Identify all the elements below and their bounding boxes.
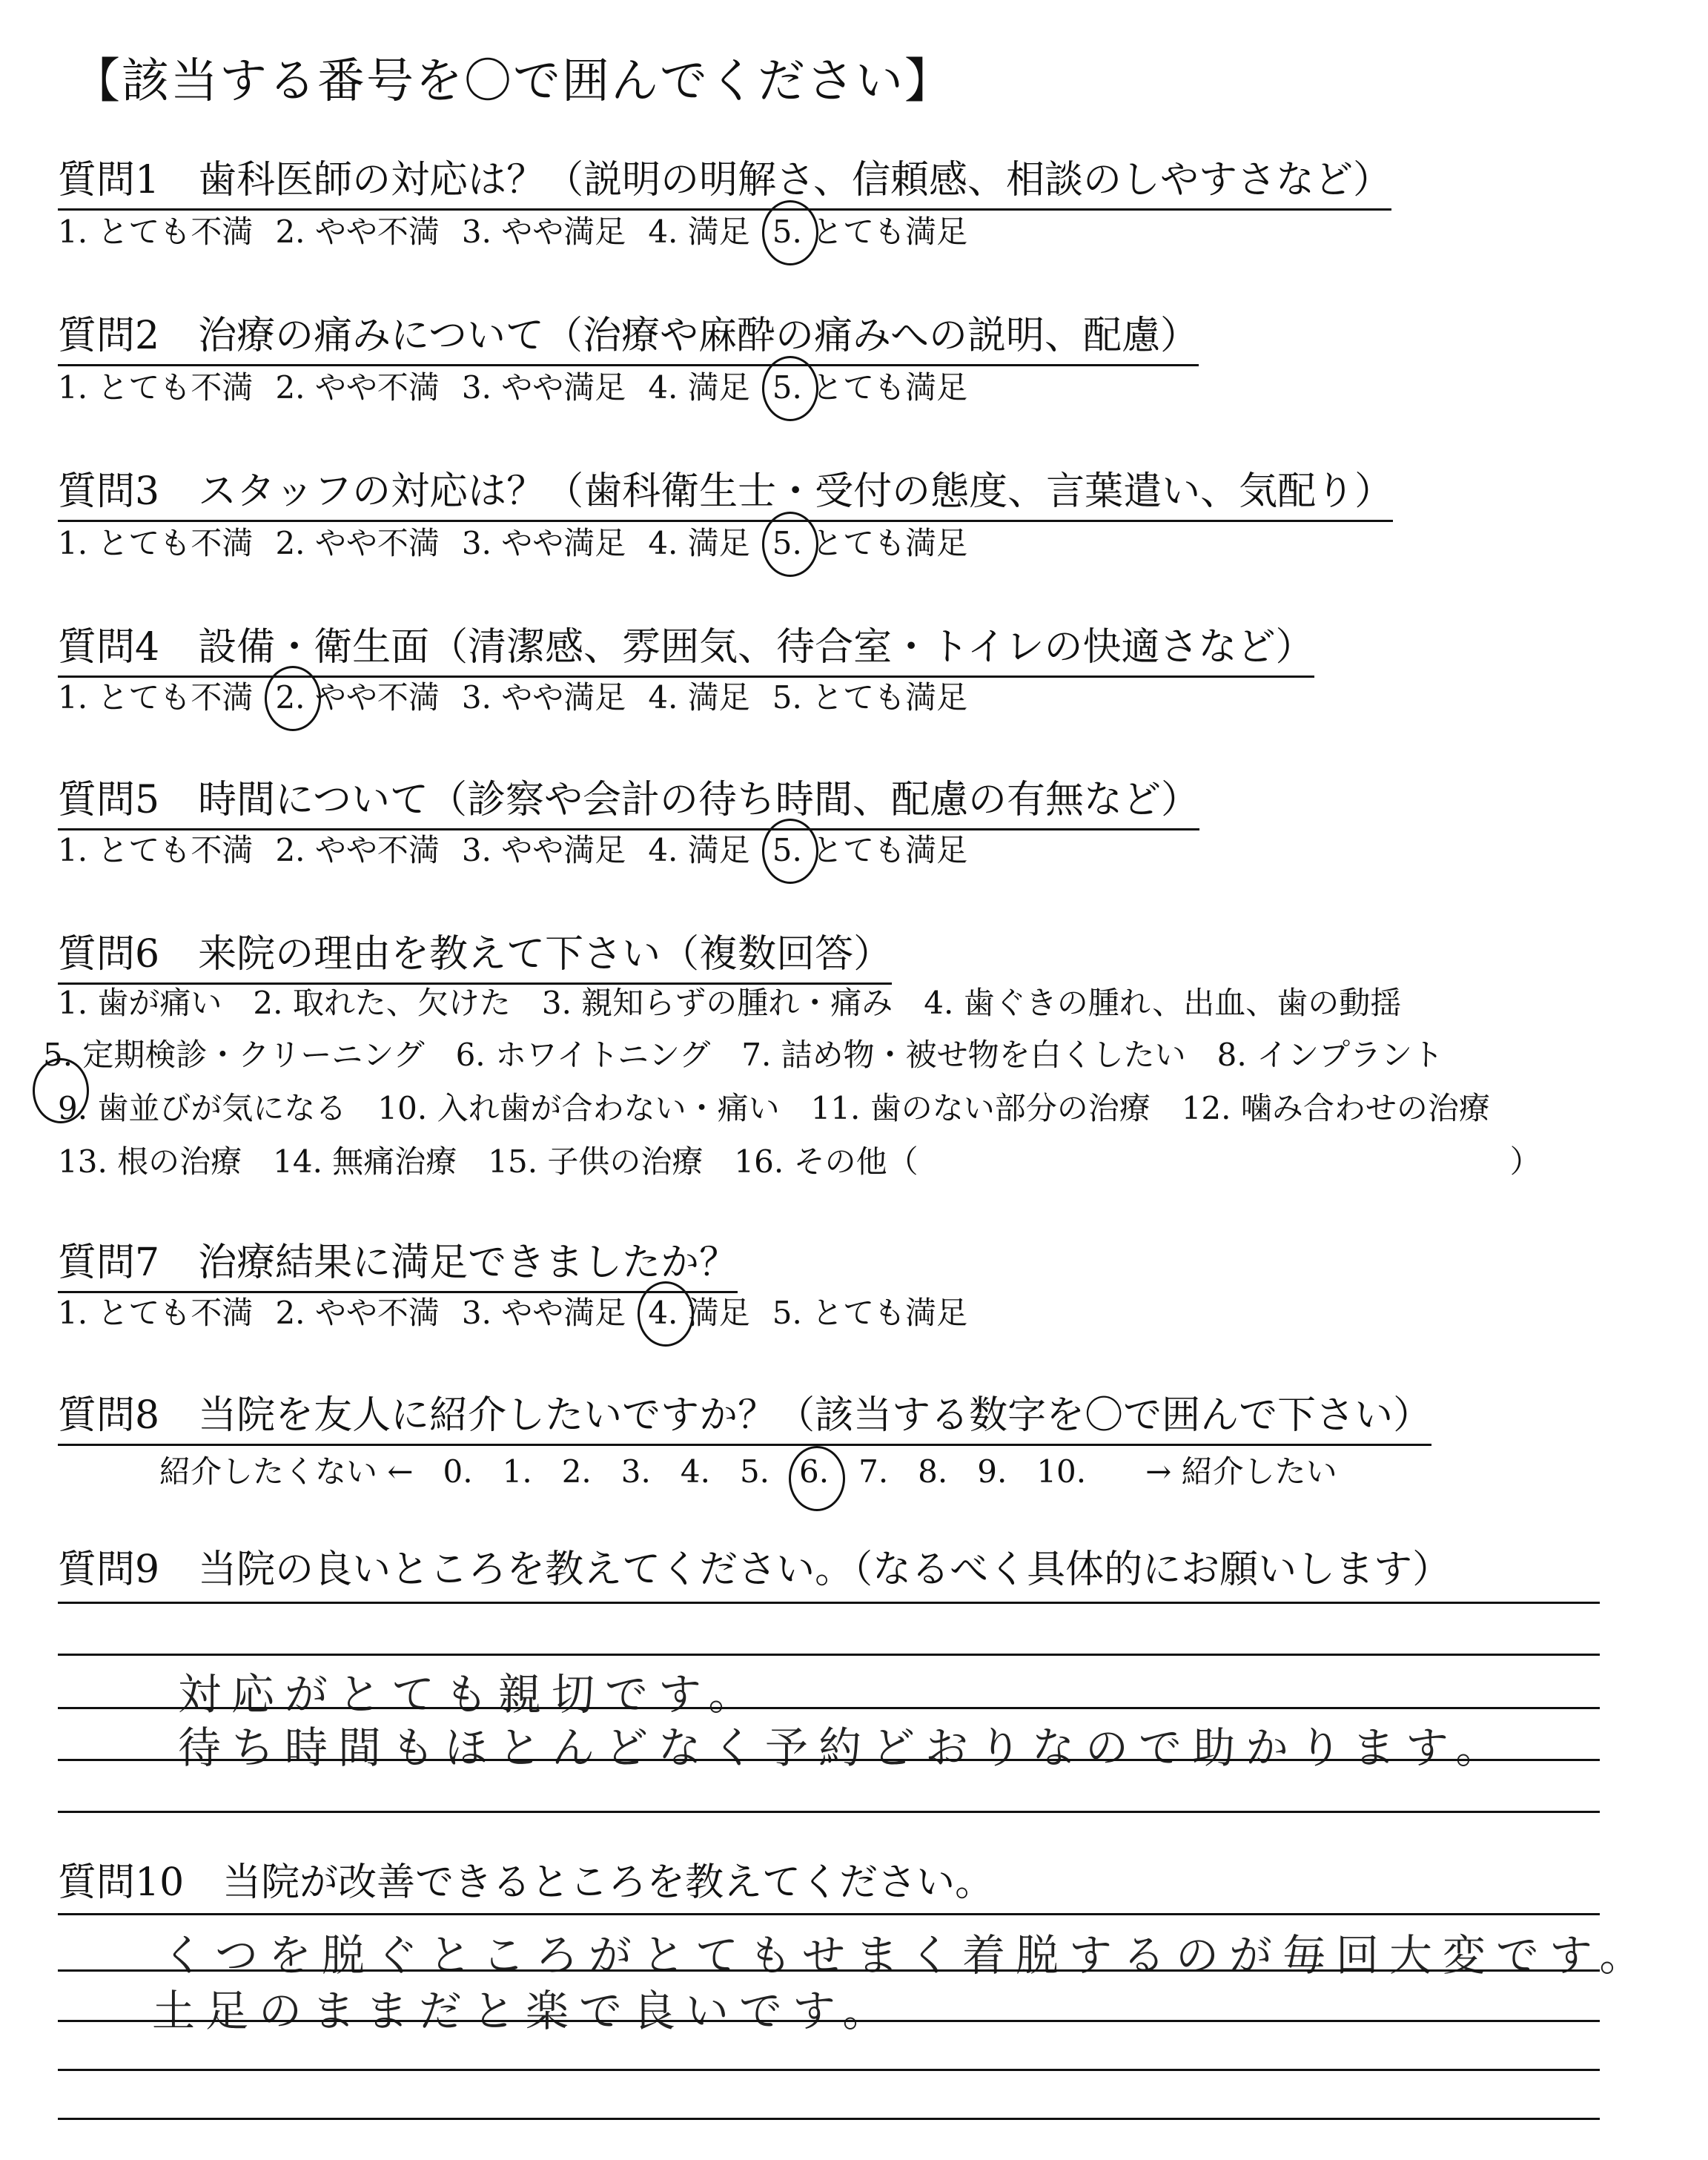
q9-rule-5 xyxy=(58,1811,1600,1813)
q7-options xyxy=(58,1289,990,1333)
q3-options xyxy=(58,519,990,564)
q2-option-5[interactable] xyxy=(772,363,967,408)
q1-option-5[interactable] xyxy=(772,208,967,252)
q4-option-4[interactable] xyxy=(648,673,749,718)
q7-option-number-3: 3. やや満足 xyxy=(461,1295,626,1331)
q1-option-number-2: 2. やや不満 xyxy=(275,214,440,250)
q3-option-3[interactable] xyxy=(462,519,626,564)
q5-option-3[interactable] xyxy=(462,826,626,871)
q3-option-number-3: 3. やや満足 xyxy=(461,525,626,561)
q5-options xyxy=(58,826,990,871)
q8-scale-2[interactable]: 2. xyxy=(561,1453,592,1490)
q4-option-number-3: 3. やや満足 xyxy=(461,679,626,716)
q1-option-number-5: 5. とても満足 xyxy=(772,208,967,252)
q2-option-1[interactable] xyxy=(58,363,253,408)
q2-option-3[interactable] xyxy=(462,363,626,408)
question-6: 質問6 来院の理由を教えて下さい（複数回答） xyxy=(58,922,892,985)
q7-option-2[interactable] xyxy=(275,1289,439,1333)
q1-option-number-4: 4. 満足 xyxy=(648,214,750,250)
q4-option-3[interactable] xyxy=(462,673,626,718)
q7-option-number-2: 2. やや不満 xyxy=(275,1295,440,1331)
q3-option-1[interactable] xyxy=(58,519,253,564)
q4-options xyxy=(58,673,990,718)
q9-rule-3 xyxy=(58,1707,1600,1709)
q4-option-5[interactable] xyxy=(772,673,967,718)
q7-option-number-4: 4. 満足 xyxy=(648,1289,749,1333)
q10-rule-4 xyxy=(58,2069,1600,2071)
q8-scale-6[interactable]: 6. xyxy=(799,1453,830,1490)
q6-row-2: 5. 定期検診・クリーニング 6. ホワイトニング 7. 詰め物・被せ物を白くしたい 8. インプラント xyxy=(43,1037,1444,1073)
q3-option-number-5: 5. とても満足 xyxy=(772,519,967,564)
q9-rule-1 xyxy=(58,1602,1600,1604)
question-7: 質問7 治療結果に満足できましたか？ xyxy=(58,1231,738,1293)
q8-scale-values xyxy=(443,1453,1116,1490)
q3-option-4[interactable] xyxy=(648,519,749,564)
q10-rule-5 xyxy=(58,2118,1600,2120)
q3-option-number-4: 4. 満足 xyxy=(648,525,750,561)
q8-scale-10[interactable]: 10. xyxy=(1036,1453,1087,1490)
question-3: 質問3 スタッフの対応は？（歯科衛生士・受付の態度、言葉遣い、気配り） xyxy=(58,460,1393,522)
q8-right-label: → 紹介したい xyxy=(1145,1453,1337,1490)
q2-option-number-5: 5. とても満足 xyxy=(772,363,967,408)
question-10: 質問10 当院が改善できるところを教えてください。 xyxy=(58,1860,994,1905)
q5-option-number-5: 5. とても満足 xyxy=(772,826,967,871)
q1-options xyxy=(58,208,990,252)
q1-option-4[interactable] xyxy=(648,208,749,252)
q6-row-1: 1. 歯が痛い 2. 取れた、欠けた 3. 親知らずの腫れ・痛み 4. 歯ぐきの腫れ、出血、歯の動揺 xyxy=(58,985,1402,1021)
q9-answer-line-2: 待ち時間もほとんどなく予約どおりなので助かります。 xyxy=(178,1723,1509,1773)
q5-option-5[interactable] xyxy=(772,826,967,871)
q2-option-2[interactable] xyxy=(275,363,439,408)
q8-scale-4[interactable]: 4. xyxy=(680,1453,710,1490)
question-4: 質問4 設備・衛生面（清潔感、雰囲気、待合室・トイレの快適さなど） xyxy=(58,615,1314,678)
q4-option-number-5: 5. とても満足 xyxy=(772,679,968,716)
q1-option-3[interactable] xyxy=(462,208,626,252)
q8-scale-8[interactable]: 8. xyxy=(918,1453,948,1490)
q1-option-1[interactable] xyxy=(58,208,253,252)
q4-option-number-4: 4. 満足 xyxy=(648,679,750,716)
q10-answer-line-1: くつを脱ぐところがとてもせまく着脱するのが毎回大変です。 xyxy=(162,1930,1653,1981)
question-5: 質問5 時間について（診察や会計の待ち時間、配慮の有無など） xyxy=(58,768,1199,830)
q8-scale xyxy=(159,1447,1367,1492)
q2-option-number-3: 3. やや満足 xyxy=(461,369,626,406)
q4-option-2[interactable] xyxy=(275,673,439,718)
q8-scale-3[interactable]: 3. xyxy=(620,1453,651,1490)
q7-option-3[interactable] xyxy=(462,1289,626,1333)
q5-option-1[interactable] xyxy=(58,826,253,871)
q9-answer-line-1: 対応がとても親切です。 xyxy=(178,1669,762,1720)
q2-option-4[interactable] xyxy=(648,363,749,408)
question-9: 質問9 当院の良いところを教えてください。（なるべく具体的にお願いします） xyxy=(58,1548,1452,1592)
q7-option-4[interactable] xyxy=(648,1289,749,1333)
q1-option-number-3: 3. やや満足 xyxy=(461,214,626,250)
q5-option-number-2: 2. やや不満 xyxy=(275,832,440,868)
q9-rule-4 xyxy=(58,1759,1600,1761)
q3-option-5[interactable] xyxy=(772,519,967,564)
q3-option-2[interactable] xyxy=(275,519,439,564)
question-1: 質問1 歯科医師の対応は？（説明の明解さ、信頼感、相談のしやすさなど） xyxy=(58,148,1391,211)
q3-option-number-2: 2. やや不満 xyxy=(275,525,440,561)
q8-scale-7[interactable]: 7. xyxy=(858,1453,889,1490)
q10-rule-1 xyxy=(58,1913,1600,1915)
q5-option-number-3: 3. やや満足 xyxy=(461,832,626,868)
q9-rule-2 xyxy=(58,1654,1600,1656)
question-2: 質問2 治療の痛みについて（治療や麻酔の痛みへの説明、配慮） xyxy=(58,304,1199,366)
q2-option-number-2: 2. やや不満 xyxy=(275,369,440,406)
q2-options xyxy=(58,363,990,408)
q1-option-2[interactable] xyxy=(275,208,439,252)
q6-row-3: 9. 歯並びが気になる 10. 入れ歯が合わない・痛い 11. 歯のない部分の治療 12. 噛み合わせの治療 xyxy=(58,1090,1490,1126)
q8-scale-1[interactable]: 1. xyxy=(502,1453,532,1490)
q1-option-number-1: 1. とても不満 xyxy=(58,214,254,250)
form-title: 【該当する番号を〇で囲んでください】 xyxy=(73,54,953,109)
q8-scale-5[interactable]: 5. xyxy=(739,1453,770,1490)
q8-scale-9[interactable]: 9. xyxy=(977,1453,1007,1490)
q7-option-5[interactable] xyxy=(772,1289,967,1333)
q10-rule-3 xyxy=(58,2020,1600,2022)
q7-option-1[interactable] xyxy=(58,1289,253,1333)
q7-option-number-5: 5. とても満足 xyxy=(772,1295,968,1331)
q5-option-2[interactable] xyxy=(275,826,439,871)
q5-option-4[interactable] xyxy=(648,826,749,871)
q5-option-number-4: 4. 満足 xyxy=(648,832,750,868)
q8-scale-0[interactable]: 0. xyxy=(443,1453,473,1490)
q5-option-number-1: 1. とても不満 xyxy=(58,832,254,868)
q10-rule-2 xyxy=(58,1969,1600,1972)
q8-left-label: 紹介したくない ← xyxy=(159,1453,414,1490)
q4-option-1[interactable] xyxy=(58,673,253,718)
q2-option-number-4: 4. 満足 xyxy=(648,369,750,406)
q2-option-number-1: 1. とても不満 xyxy=(58,369,254,406)
q3-option-number-1: 1. とても不満 xyxy=(58,525,254,561)
q6-row-4: 13. 根の治療 14. 無痛治療 15. 子供の治療 16. その他（ ） xyxy=(58,1143,1541,1180)
q7-option-number-1: 1. とても不満 xyxy=(58,1295,254,1331)
q4-option-number-1: 1. とても不満 xyxy=(58,679,254,716)
q4-option-number-2: 2. やや不満 xyxy=(275,673,439,718)
q10-answer-line-2: 土足のままだと楽で良いです。 xyxy=(152,1986,896,2036)
question-8: 質問8 当院を友人に紹介したいですか？（該当する数字を〇で囲んで下さい） xyxy=(58,1384,1431,1446)
